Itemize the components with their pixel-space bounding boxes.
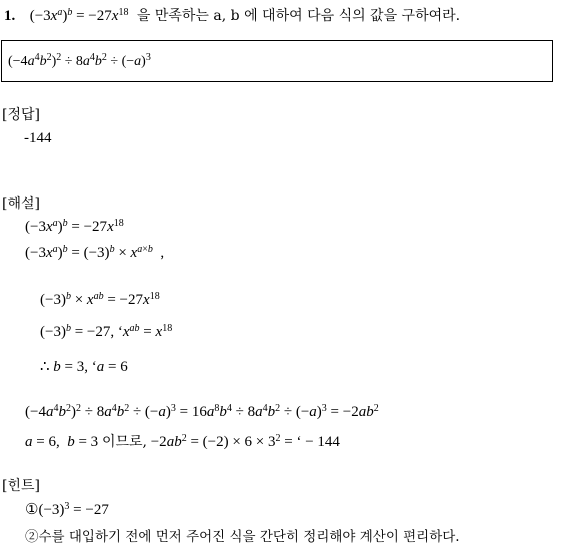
answer-label: [정답] <box>2 107 40 123</box>
explanation-step-4: $(-3)^b = -27$, ‘$x^{ab} = x^{18}$ <box>40 323 173 340</box>
hint-line-2: ②수를 대입하기 전에 먼저 주어진 식을 간단히 정리해야 계산이 편리하다. <box>25 529 460 545</box>
hint-label: [힌트] <box>2 478 40 494</box>
expression: $(-4a^4b^2)^2 \div 8a^4b^2 \div (-a)^3$ <box>8 52 151 69</box>
explanation-step-1: $(-3x^a)^b = -27x^{18}$ <box>25 218 124 235</box>
explanation-imeuro: 이므로, <box>101 434 147 450</box>
answer-value: -144 <box>24 130 52 146</box>
question-text: 을 만족하는 a, b 에 대하여 다음 식의 값을 구하여라. <box>136 8 461 24</box>
explanation-step-7: a = 6, b = 3 이므로, $-2ab^2 = (-2) \times 6 \times 3^2$ = ‘ − 144 <box>25 433 340 450</box>
hint-line-1: $①(-3)^3 = -27$ <box>25 501 109 518</box>
explanation-step-6: $(-4a^4b^2)^2 \div 8a^4b^2 \div (-a)^3 = 16a^8b^4 \div 8a^4b^2 \div (-a)^3 = -2ab^2$ <box>25 403 379 420</box>
explanation-step-2: $(-3x^a)^b = (-3)^b \times x^{a\times b}$ , <box>25 244 165 261</box>
explanation-comma: , <box>160 245 165 261</box>
question-line <box>4 5 460 25</box>
question-condition: $(-3x^a)^b = -27x^{18}$ <box>29 7 129 24</box>
explanation-step-3: $(-3)^b \times x^{ab} = -27x^{18}$ <box>40 291 160 308</box>
explanation-step-5: ∴ b = 3, ‘a = 6 <box>40 359 128 375</box>
question-number: 1. <box>4 8 16 24</box>
explanation-label: [해설] <box>2 196 40 212</box>
expression-box <box>1 40 553 82</box>
